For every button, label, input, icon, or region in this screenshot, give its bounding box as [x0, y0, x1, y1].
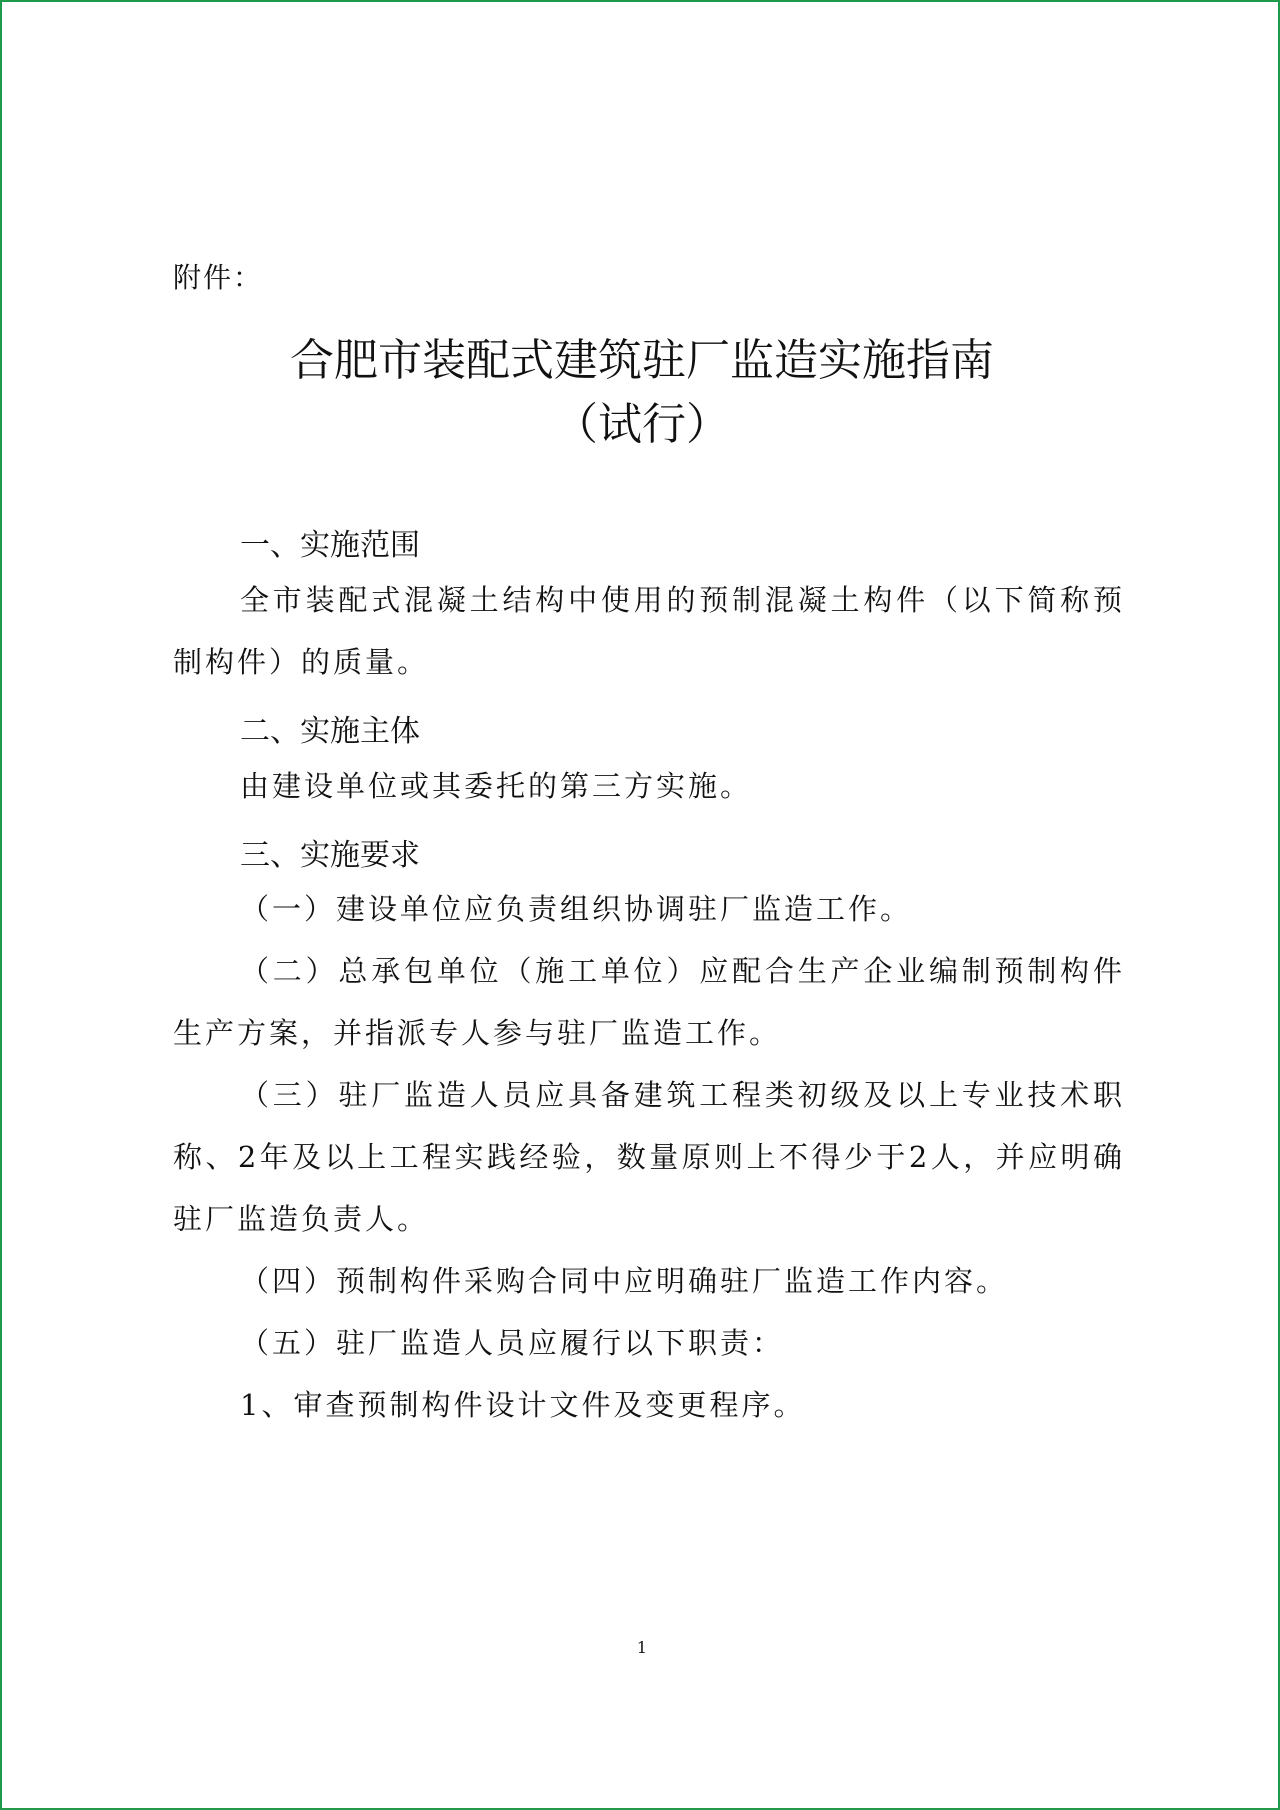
section-heading-subject: 二、实施主体: [240, 714, 420, 749]
document-subtitle: （试行）: [554, 399, 730, 450]
section-heading-scope: 一、实施范围: [240, 528, 420, 563]
paragraph-requirement-5: （五）驻厂监造人员应履行以下职责：: [240, 1326, 785, 1360]
paragraph-requirement-3: （三）驻厂监造人员应具备建筑工程类初级及以上专业技术职称、2年及以上工程实践经验，数量原则上不得少于2人，并应明确驻厂监造负责人。: [173, 1078, 1125, 1236]
paragraph-requirement-2: （二）总承包单位（施工单位）应配合生产企业编制预制构件生产方案，并指派专人参与驻厂监造工作。: [173, 954, 1125, 1050]
document-title: 合肥市装配式建筑驻厂监造实施指南: [290, 335, 994, 386]
paragraph-subject: 由建设单位或其委托的第三方实施。: [240, 769, 753, 803]
paragraph-requirement-1: （一）建设单位应负责组织协调驻厂监造工作。: [240, 892, 913, 926]
paragraph-scope: 全市装配式混凝土结构中使用的预制混凝土构件（以下简称预制构件）的质量。: [173, 583, 1125, 679]
paragraph-duty-1: 1、审查预制构件设计文件及变更程序。: [240, 1388, 806, 1422]
page-number: 1: [636, 1638, 648, 1657]
attachment-label: 附件：: [173, 261, 264, 294]
paragraph-requirement-4: （四）预制构件采购合同中应明确驻厂监造工作内容。: [240, 1264, 1009, 1298]
section-heading-requirements: 三、实施要求: [240, 838, 420, 873]
